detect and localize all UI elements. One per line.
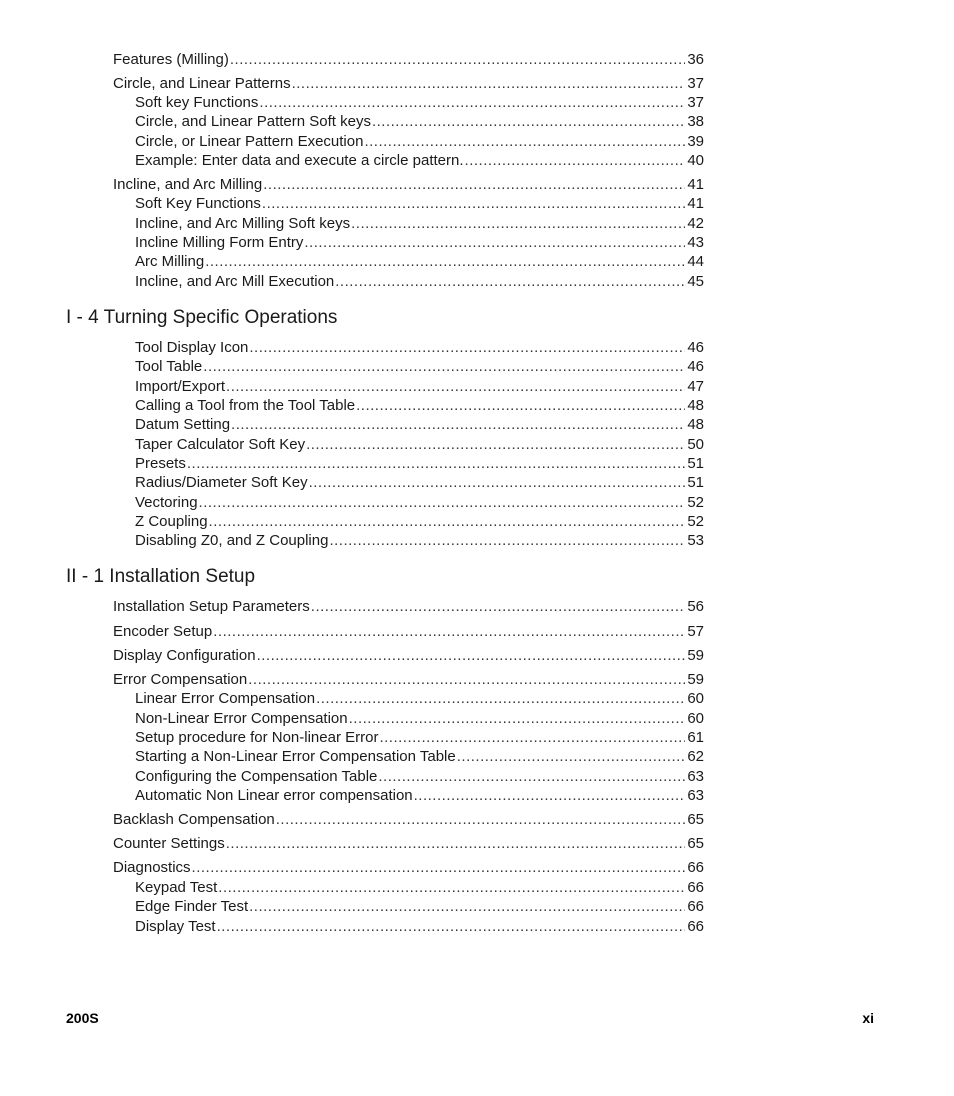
toc-entry-page-number: 37 (687, 75, 704, 92)
toc-entry-title: Soft Key Functions (135, 195, 261, 212)
toc-entry[interactable] (135, 214, 704, 233)
dot-leader (364, 132, 685, 151)
dot-leader (309, 473, 686, 492)
section-heading: I - 4 Turning Specific Operations (66, 307, 338, 328)
toc-entry-title: Installation Setup Parameters (113, 598, 310, 615)
dot-leader (213, 622, 685, 641)
toc-entry[interactable] (113, 670, 704, 689)
toc-entry[interactable] (135, 435, 704, 454)
dot-leader (226, 377, 685, 396)
toc-entry-title: Presets (135, 455, 186, 472)
toc-entry[interactable] (135, 493, 704, 512)
toc-entry[interactable] (135, 338, 704, 357)
toc-entry-page-number: 65 (687, 835, 704, 852)
toc-entry-page-number: 60 (687, 710, 704, 727)
toc-entry[interactable] (135, 689, 704, 708)
toc-entry-title: Z Coupling (135, 513, 208, 530)
toc-entry-page-number: 46 (687, 358, 704, 375)
dot-leader (356, 396, 685, 415)
dot-leader (209, 512, 686, 531)
toc-entry-page-number: 59 (687, 671, 704, 688)
dot-leader (292, 74, 686, 93)
toc-entry-page-number: 51 (687, 455, 704, 472)
toc-entry[interactable] (135, 512, 704, 531)
dot-leader (465, 151, 686, 170)
dot-leader (217, 917, 686, 936)
toc-entry-title: Error Compensation (113, 671, 248, 688)
dot-leader (351, 214, 685, 233)
toc-entry[interactable] (113, 810, 704, 829)
dot-leader (262, 194, 685, 213)
toc-entry[interactable] (135, 93, 704, 112)
toc-entry[interactable] (113, 74, 704, 93)
toc-entry-title: Circle, and Linear Pattern Soft keys (135, 113, 371, 130)
toc-entry-page-number: 57 (687, 623, 704, 640)
toc-entry[interactable] (113, 622, 704, 641)
toc-entry-title: Vectoring (135, 494, 198, 511)
dot-leader (316, 689, 685, 708)
toc-entry-title: Arc Milling (135, 253, 205, 270)
toc-entry[interactable] (113, 834, 704, 853)
dot-leader (335, 272, 685, 291)
toc-entry[interactable] (135, 132, 704, 151)
toc-entry[interactable] (135, 878, 704, 897)
toc-entry-title: Counter Settings (113, 835, 225, 852)
toc-entry[interactable] (135, 786, 704, 805)
toc-entry-title: Incline, and Arc Mill Execution (135, 273, 335, 290)
dot-leader (329, 531, 685, 550)
toc-entry-title: Example: Enter data and execute a circle pattern. (135, 152, 464, 169)
toc-entry-title: Disabling Z0, and Z Coupling (135, 532, 329, 549)
toc-entry-title: Incline, and Arc Milling Soft keys (135, 215, 351, 232)
toc-entry-page-number: 61 (687, 729, 704, 746)
dot-leader (379, 728, 685, 747)
toc-entry-page-number: 40 (687, 152, 704, 169)
dot-leader (205, 252, 685, 271)
toc-entry-page-number: 66 (687, 859, 704, 876)
toc-entry-page-number: 66 (687, 879, 704, 896)
toc-entry-page-number: 50 (687, 436, 704, 453)
toc-entry-page-number: 66 (687, 918, 704, 935)
toc-entry-title: Encoder Setup (113, 623, 213, 640)
toc-entry[interactable] (113, 646, 704, 665)
toc-entry-title: Calling a Tool from the Tool Table (135, 397, 356, 414)
toc-entry-page-number: 36 (687, 51, 704, 68)
toc-entry-title: Radius/Diameter Soft Key (135, 474, 308, 491)
toc-entry[interactable] (135, 194, 704, 213)
dot-leader (304, 233, 685, 252)
toc-entry-page-number: 41 (687, 195, 704, 212)
footer-product-name: 200S (66, 1010, 99, 1026)
toc-entry-page-number: 44 (687, 253, 704, 270)
toc-entry-page-number: 42 (687, 215, 704, 232)
dot-leader (457, 747, 686, 766)
toc-entry-page-number: 51 (687, 474, 704, 491)
toc-entry-title: Keypad Test (135, 879, 218, 896)
toc-entry-page-number: 47 (687, 378, 704, 395)
toc-entry-title: Starting a Non-Linear Error Compensation Table (135, 748, 456, 765)
toc-entry-title: Incline, and Arc Milling (113, 176, 263, 193)
toc-entry-page-number: 39 (687, 133, 704, 150)
dot-leader (276, 810, 686, 829)
toc-entry-page-number: 56 (687, 598, 704, 615)
dot-leader (231, 415, 685, 434)
toc-entry-title: Datum Setting (135, 416, 231, 433)
dot-leader (199, 493, 686, 512)
toc-entry-title: Tool Display Icon (135, 339, 249, 356)
toc-entry-title: Soft key Functions (135, 94, 259, 111)
toc-entry-page-number: 48 (687, 416, 704, 433)
toc-entry[interactable] (135, 357, 704, 376)
toc-entry-page-number: 62 (687, 748, 704, 765)
toc-entry-title: Display Test (135, 918, 216, 935)
footer-page-number: xi (862, 1010, 874, 1026)
toc-entry[interactable] (135, 747, 704, 766)
toc-entry-page-number: 45 (687, 273, 704, 290)
toc-entry-page-number: 60 (687, 690, 704, 707)
dot-leader (192, 858, 686, 877)
toc-entry[interactable] (113, 597, 704, 616)
toc-entry-page-number: 63 (687, 787, 704, 804)
toc-entry-title: Features (Milling) (113, 51, 229, 68)
toc-entry-title: Circle, or Linear Pattern Execution (135, 133, 364, 150)
dot-leader (311, 597, 686, 616)
toc-entry-title: Automatic Non Linear error compensation (135, 787, 413, 804)
dot-leader (372, 112, 685, 131)
dot-leader (249, 897, 685, 916)
toc-entry-page-number: 38 (687, 113, 704, 130)
toc-entry[interactable] (135, 233, 704, 252)
toc-entry-page-number: 53 (687, 532, 704, 549)
dot-leader (263, 175, 685, 194)
dot-leader (230, 50, 685, 69)
toc-entry-title: Configuring the Compensation Table (135, 768, 378, 785)
toc-entry[interactable] (135, 396, 704, 415)
toc-entry-title: Circle, and Linear Patterns (113, 75, 291, 92)
toc-entry[interactable] (113, 50, 704, 69)
toc-entry-page-number: 46 (687, 339, 704, 356)
toc-entry-title: Backlash Compensation (113, 811, 275, 828)
dot-leader (226, 834, 686, 853)
toc-entry[interactable] (135, 252, 704, 271)
toc-entry[interactable] (135, 454, 704, 473)
toc-entry-page-number: 37 (687, 94, 704, 111)
dot-leader (349, 709, 686, 728)
section-heading: II - 1 Installation Setup (66, 566, 256, 587)
toc-entry-title: Incline Milling Form Entry (135, 234, 304, 251)
toc-entry[interactable] (135, 112, 704, 131)
toc-entry-page-number: 66 (687, 898, 704, 915)
toc-entry[interactable] (135, 377, 704, 396)
toc-entry[interactable] (135, 272, 704, 291)
toc-entry[interactable] (135, 897, 704, 916)
toc-entry-title: Display Configuration (113, 647, 256, 664)
dot-leader (257, 646, 686, 665)
toc-entry[interactable] (135, 728, 704, 747)
toc-entry-title: Edge Finder Test (135, 898, 249, 915)
dot-leader (259, 93, 685, 112)
toc-entry-page-number: 43 (687, 234, 704, 251)
toc-entry-title: Tool Table (135, 358, 203, 375)
dot-leader (187, 454, 685, 473)
toc-entry-page-number: 65 (687, 811, 704, 828)
toc-entry[interactable] (113, 175, 704, 194)
toc-entry[interactable] (135, 151, 704, 170)
toc-entry-title: Non-Linear Error Compensation (135, 710, 348, 727)
dot-leader (378, 767, 685, 786)
dot-leader (248, 670, 685, 689)
toc-entry[interactable] (135, 473, 704, 492)
toc-entry-title: Linear Error Compensation (135, 690, 316, 707)
toc-entry-page-number: 59 (687, 647, 704, 664)
toc-entry-page-number: 52 (687, 494, 704, 511)
toc-entry-page-number: 52 (687, 513, 704, 530)
toc-entry[interactable] (113, 858, 704, 877)
toc-entry[interactable] (135, 531, 704, 550)
toc-entry-title: Setup procedure for Non-linear Error (135, 729, 379, 746)
dot-leader (414, 786, 686, 805)
dot-leader (249, 338, 685, 357)
dot-leader (203, 357, 685, 376)
toc-entry-title: Taper Calculator Soft Key (135, 436, 306, 453)
toc-entry[interactable] (135, 415, 704, 434)
dot-leader (306, 435, 685, 454)
toc-entry-page-number: 63 (687, 768, 704, 785)
toc-entry-title: Import/Export (135, 378, 226, 395)
toc-entry-page-number: 41 (687, 176, 704, 193)
dot-leader (218, 878, 685, 897)
toc-entry[interactable] (135, 709, 704, 728)
toc-entry[interactable] (135, 917, 704, 936)
toc-entry[interactable] (135, 767, 704, 786)
toc-entry-title: Diagnostics (113, 859, 191, 876)
toc-entry-page-number: 48 (687, 397, 704, 414)
